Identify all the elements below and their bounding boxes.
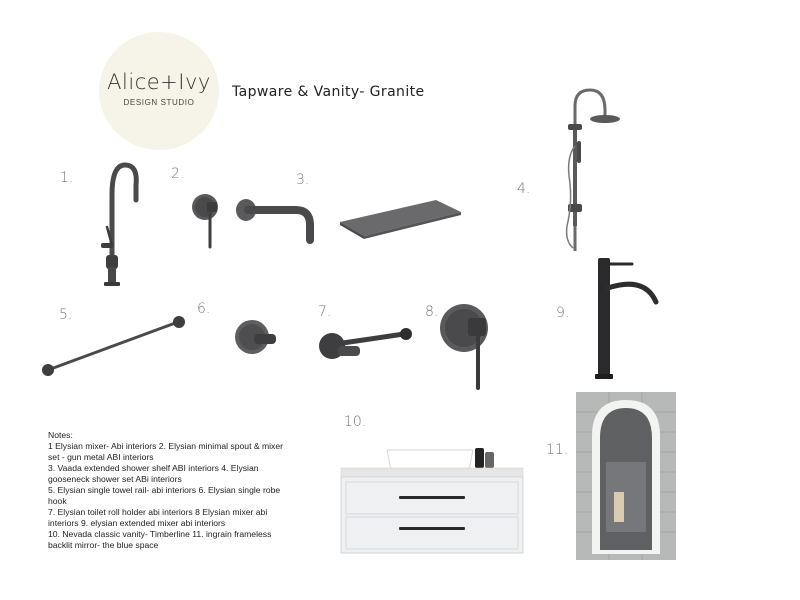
notes-line: gooseneck shower set ABi interiors (48, 474, 182, 484)
toilet-roll-holder-image (316, 324, 414, 362)
board-title: Tapware & Vanity- Granite (232, 84, 425, 100)
notes-line: hook (48, 496, 67, 506)
item-number-4: 4. (517, 181, 531, 197)
notes-line: 10. Nevada classic vanity- Timberline 11. ingrain frameless (48, 529, 272, 539)
item-number-6: 6. (197, 301, 211, 317)
brand-name: Alice+Ivy (107, 70, 211, 94)
mixer-lever-image (436, 300, 501, 395)
item-number-2: 2. (171, 166, 185, 182)
notes-line: set - gun metal ABI interiors (48, 452, 154, 462)
item-number-11: 11. (546, 442, 569, 458)
towel-rail-image (36, 312, 191, 382)
notes-block (48, 430, 298, 551)
item-number-9: 9. (556, 305, 570, 321)
brand-subtitle: DESIGN STUDIO (123, 98, 195, 107)
robe-hook-image (230, 315, 280, 360)
item-number-5: 5. (59, 307, 73, 323)
item-number-7: 7. (318, 304, 332, 320)
item-number-3: 3. (296, 172, 310, 188)
wall-spout-image (234, 193, 319, 248)
backlit-mirror-image (576, 392, 676, 560)
item-number-8: 8. (425, 304, 439, 320)
kitchen-mixer-image (70, 155, 150, 290)
item-number-10: 10. (344, 414, 367, 430)
wall-mixer-image (183, 192, 223, 252)
notes-line: interiors 9. elysian extended mixer abi interiors (48, 518, 226, 528)
item-number-1: 1. (60, 170, 74, 186)
notes-line: 5. Elysian single towel rail- abi interiors 6. Elysian single robe (48, 485, 281, 495)
shower-shelf-image (338, 196, 463, 241)
extended-basin-mixer-image (590, 252, 665, 382)
gooseneck-shower-set-image (555, 86, 625, 256)
vanity-image (337, 440, 527, 555)
notes-line: 3. Vaada extended shower shelf ABI interiors 4. Elysian (48, 463, 259, 473)
notes-line: 7. Elysian toilet roll holder abi interiors 8 Elysian mixer abi (48, 507, 268, 517)
notes-heading: Notes: (48, 430, 73, 440)
notes-line: backlit mirror- the blue space (48, 540, 159, 550)
notes-line: 1 Elysian mixer- Abi interiors 2. Elysian minimal spout & mixer (48, 441, 283, 451)
